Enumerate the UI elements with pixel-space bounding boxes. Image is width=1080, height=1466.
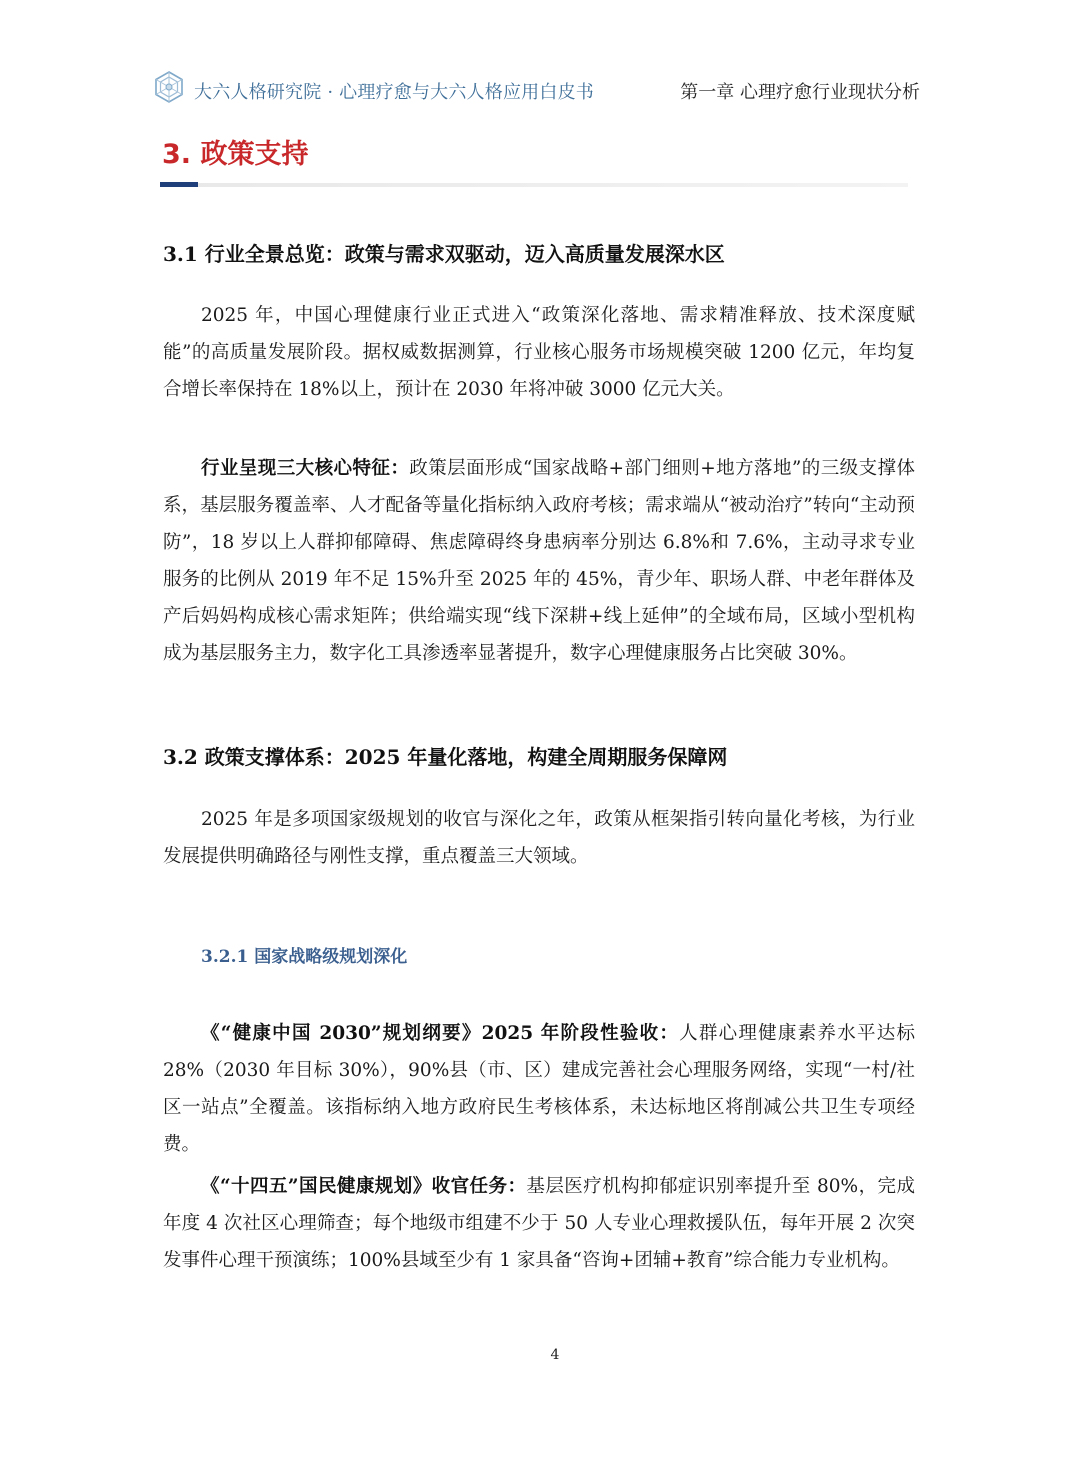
heading-3-2-1: 3.2.1 国家战略级规划深化 [201, 947, 408, 967]
paragraph-text: 2025 年，中国心理健康行业正式进入“政策深化落地、需求精准释放、技术深度赋能”的高质量发展阶段。据权威数据测算，行业核心服务市场规模突破 1200 亿元，年均复合增长率保持在 18%以上，预计在 2030 年将冲破 3000 亿元大关。 [163, 305, 915, 400]
section-title: 3. 政策支持 [162, 139, 309, 170]
paragraph-lead: 《“十四五”国民健康规划》收官任务： [201, 1176, 527, 1197]
page-header [152, 70, 920, 110]
heading-3-1: 3.1 行业全景总览：政策与需求双驱动，迈入高质量发展深水区 [163, 242, 725, 266]
page-number: 4 [550, 1347, 560, 1363]
paragraph-14th-five-year-plan [163, 1168, 915, 1279]
paragraph-market-overview [163, 297, 915, 408]
paragraph-text: 基层医疗机构抑郁症识别率提升至 80%，完成年度 4 次社区心理筛查；每个地级市组建不少于 50 人专业心理救援队伍，每年开展 2 次突发事件心理干预演练；100%县域至少有 1 家具备“咨询+团辅+教育”综合能力专业机构。 [163, 1176, 915, 1271]
crystal-logo-icon [152, 70, 186, 104]
chapter-title: 第一章 心理疗愈行业现状分析 [680, 82, 920, 103]
document-series-title: 大六人格研究院 · 心理疗愈与大六人格应用白皮书 [194, 82, 594, 103]
paragraph-text: 人群心理健康素养水平达标 28%（2030 年目标 30%），90%县（市、区）建成完善社会心理服务网络，实现“一村/社区一站点”全覆盖。该指标纳入地方政府民生考核体系，未达标地区将削减公共卫生专项经费。 [163, 1023, 915, 1155]
paragraph-core-features [163, 450, 915, 672]
paragraph-lead: 行业呈现三大核心特征： [201, 458, 410, 479]
heading-3-2: 3.2 政策支撑体系：2025 年量化落地，构建全周期服务保障网 [163, 745, 728, 769]
paragraph-lead: 《“健康中国 2030”规划纲要》2025 年阶段性验收： [201, 1023, 680, 1044]
paragraph-policy-intro [163, 801, 915, 875]
paragraph-text: 政策层面形成“国家战略+部门细则+地方落地”的三级支撑体系，基层服务覆盖率、人才配备等量化指标纳入政府考核；需求端从“被动治疗”转向“主动预防”，18 岁以上人群抑郁障碍、焦虑障碍终身患病率分别达 6.8%和 7.6%，主动寻求专业服务的比例从 2019 年不足 15%升至 2025 年的 45%，青少年、职场人群、中老年群体及产后妈妈构成核心需求矩阵；供给端实现“线下深耕+线上延伸”的全域布局，区域小型机构成为基层服务主力，数字化工具渗透率显著提升，数字心理健康服务占比突破 30%。 [163, 458, 915, 664]
title-divider [160, 183, 908, 187]
paragraph-text: 2025 年是多项国家级规划的收官与深化之年，政策从框架指引转向量化考核，为行业发展提供明确路径与刚性支撑，重点覆盖三大领域。 [163, 809, 915, 867]
paragraph-healthy-china-2030 [163, 1015, 915, 1163]
title-divider-accent [160, 182, 198, 187]
